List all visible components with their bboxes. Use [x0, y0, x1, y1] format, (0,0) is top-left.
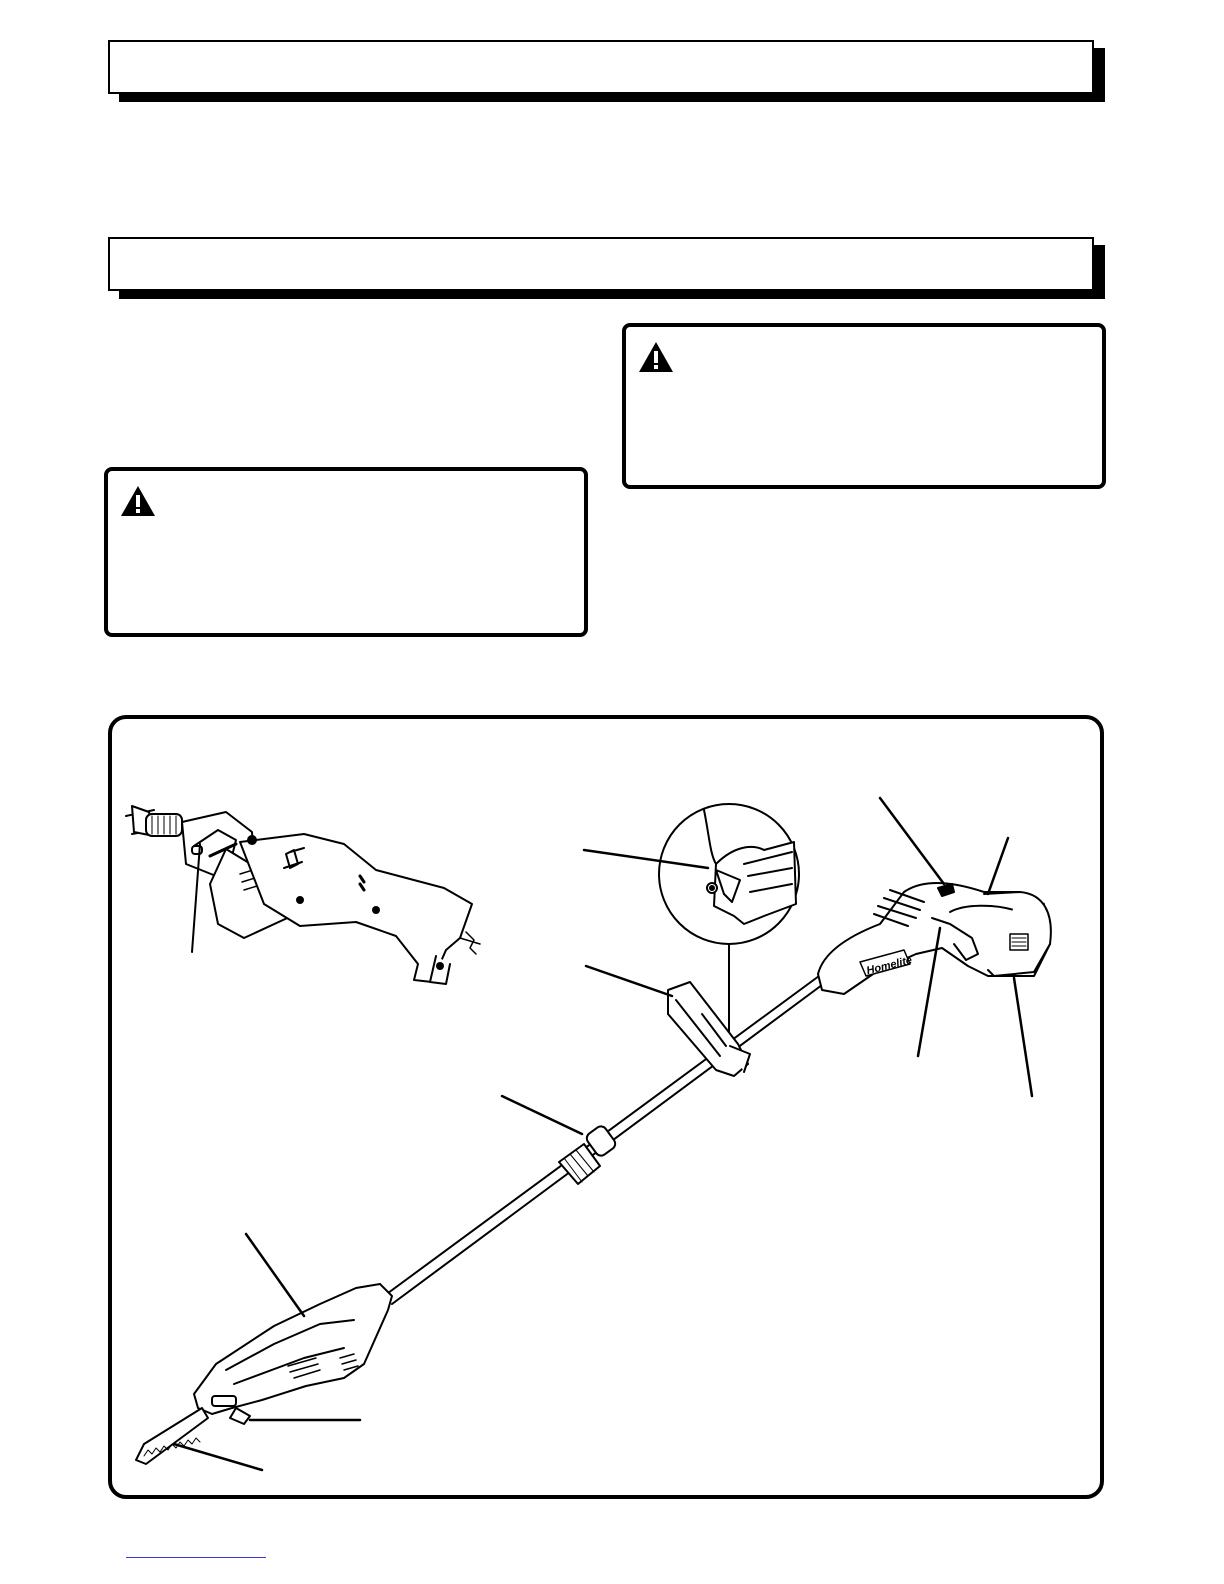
rear-handle-with-battery: [818, 883, 1051, 994]
footer-rule: [126, 1557, 266, 1558]
callout-line-saw-housing: [246, 1234, 304, 1316]
section-header-bar-2: [108, 237, 1094, 291]
warning-triangle-icon: [120, 485, 156, 517]
pole-saw-illustration: [112, 719, 1100, 1495]
brand-logo: Homelite: [865, 954, 914, 978]
callout-line-lock-button: [880, 798, 944, 884]
callout-line-battery: [1014, 978, 1032, 1096]
section-header-bar-1: [108, 40, 1094, 94]
front-handle: [668, 982, 750, 1076]
warning-box-right: [622, 323, 1106, 489]
saw-head: [136, 1284, 392, 1464]
callout-line-front-handle: [586, 966, 672, 996]
callout-line-pole-collar: [502, 1096, 582, 1134]
product-illustration-frame: [108, 715, 1104, 1499]
saw-head-detail: [126, 806, 480, 984]
extension-pole: [384, 976, 826, 1304]
callout-line-rear-handle: [988, 838, 1008, 894]
callout-line-blade: [174, 1444, 262, 1470]
warning-triangle-icon: [638, 341, 674, 373]
warning-box-left: [104, 467, 588, 637]
